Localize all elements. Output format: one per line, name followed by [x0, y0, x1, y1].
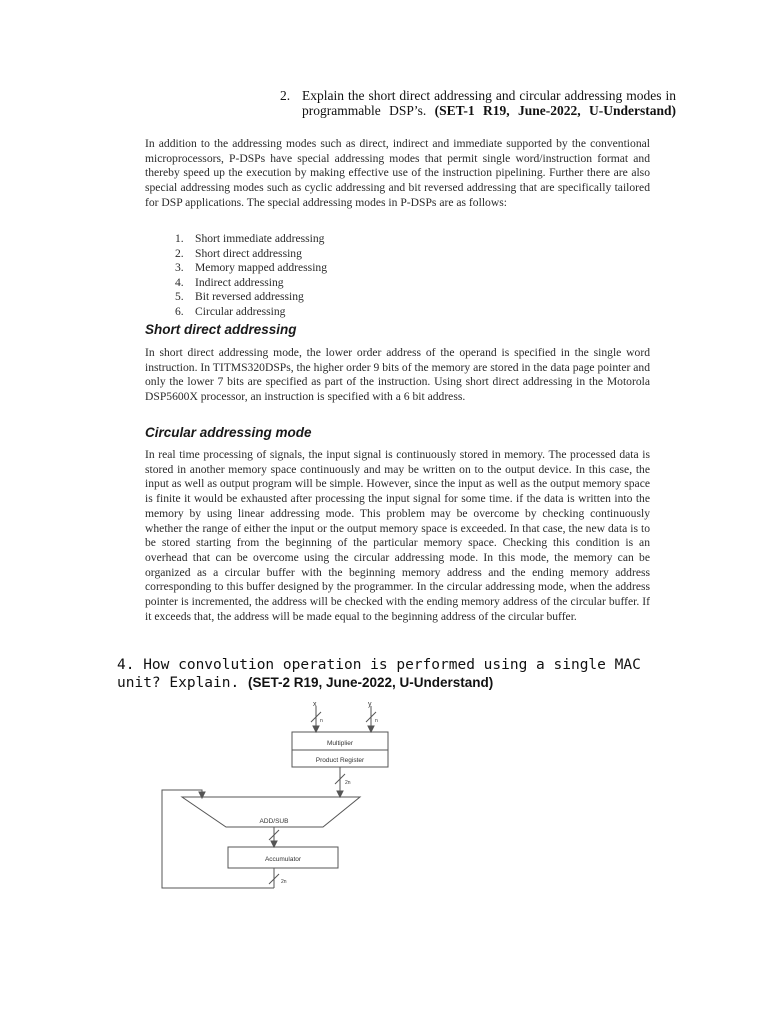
input-x-arrowhead: [313, 726, 319, 732]
circular-heading: Circular addressing mode: [145, 425, 312, 440]
short-direct-body: In short direct addressing mode, the lower order address of the operand is specified in the single word instruction. In TITMS320DSPs, the higher order 9 bits of the memory are stored in the data page pointer and only the lower 7 bits are specified as part of the instruction. Using short direct addressing in the Motorola DSP5600X processor, an instruction is specified with a 6 bit address.: [145, 346, 650, 404]
input-y-label: y: [368, 701, 372, 708]
acc-bits-label: 2n: [281, 879, 287, 885]
list-item: 4. Indirect addressing: [175, 275, 284, 289]
list-item: 2. Short direct addressing: [175, 246, 302, 260]
list-item: 5. Bit reversed addressing: [175, 290, 304, 304]
intro-paragraph: In addition to the addressing modes such as direct, indirect and immediate supported by the conventional microprocessors, P-DSPs have special addressing modes that permit single word/instruction format and thereby speed up the execution by making effective use of the instruction pipelining. Further there are also special addressing modes such as cyclic addressing and bit reversed addressing that are specifically tailored for DSP applications. The special addressing modes in P-DSPs are as follows:: [145, 137, 650, 209]
question-2: [280, 88, 676, 133]
multiplier-label: Multiplier: [326, 740, 354, 747]
sum-arrowhead: [271, 841, 277, 847]
list-item: 1. Short immediate addressing: [175, 232, 325, 245]
product-bits-label: 2n: [345, 780, 351, 786]
input-y-arrowhead: [368, 726, 374, 732]
input-y-bits-label: n: [375, 718, 378, 724]
question-4-number: 4.: [117, 657, 135, 673]
input-x-label: x: [313, 701, 317, 708]
question-4-prompt: How convolution operation is performed using a single MAC unit? Explain.: [117, 657, 641, 691]
list-item: 3. Memory mapped addressing: [175, 261, 328, 275]
question-2-tag: (SET-1 R19, June-2022, U-Understand): [434, 103, 676, 118]
addressing-modes-list: [175, 232, 327, 320]
circular-body: In real time processing of signals, the input signal is continuously stored in memory. The processed data is stored in another memory space continuously and may be written on to the output device. In this case, the input as well as output program will be simple. However, since the input as well as the output memory space is finite it would be exhausted after processing the input signal for some time. if the data is written into the memory by using linear addressing mode. This problem may be overcome by checking continuously whether the range of either the input or the output memory space is exceeded. In that case, the new data is to be stored starting from the beginning of the particular memory space. Checking this condition is an overhead that can be overcome using the circular addressing mode. In this mode, the memory can be organized as a circular buffer with the beginning memory address and the ending memory address corresponding to this buffer designed by the programmer. In the circular addressing mode, when the address pointer is incremented, the address will be checked with the ending memory address of the circular buffer. If it exceeds that, the address will be made equal to the beginning address of the circular buffer.: [145, 448, 650, 623]
question-4-tag: (SET-2 R19, June-2022, U-Understand): [247, 675, 494, 690]
short-direct-heading: Short direct addressing: [145, 322, 297, 337]
addsub-label: ADD/SUB: [259, 818, 289, 825]
list-item: 6. Circular addressing: [175, 304, 286, 318]
question-2-prompt: Explain the short direct addressing and circular addressing modes in programmable DSP’s.: [302, 88, 676, 118]
feedback-path: [162, 790, 274, 888]
input-x-bits-label: n: [320, 718, 323, 724]
accumulator-label: Accumulator: [264, 856, 302, 863]
product-arrowhead: [337, 791, 343, 797]
question-4: [117, 656, 677, 692]
question-2-text: [302, 88, 676, 133]
question-2-number: 2.: [280, 88, 291, 103]
mac-unit-diagram: [150, 700, 410, 895]
product-register-label: Product Register: [315, 757, 365, 764]
